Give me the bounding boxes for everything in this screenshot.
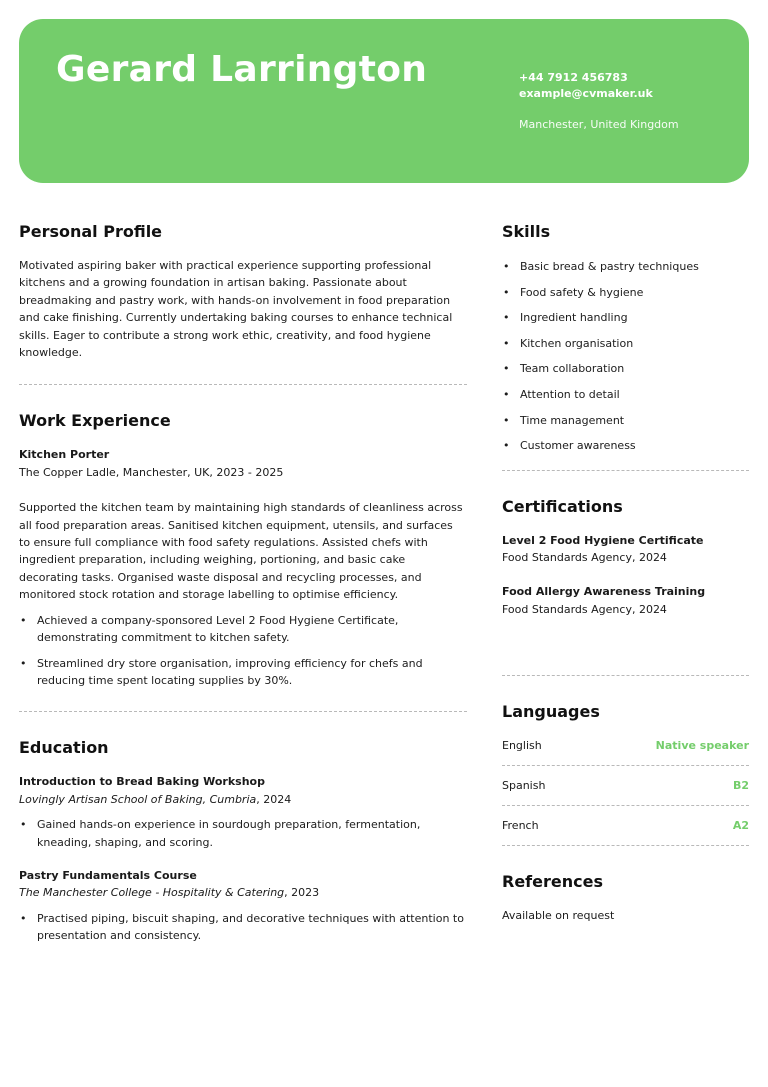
profile-heading: Personal Profile [19, 222, 163, 241]
references-heading: References [502, 872, 603, 892]
candidate-name: Gerard Larrington [56, 49, 428, 90]
course-details [19, 910, 467, 945]
certificate-name: Level 2 Food Hygiene Certificate [502, 533, 704, 547]
skill-item: • Ingredient handling [502, 309, 749, 326]
course-school [19, 884, 467, 901]
course-details [19, 816, 467, 851]
education-heading: Education [19, 738, 109, 758]
skills-list [502, 258, 749, 455]
list-item: • Streamlined dry store organisation, improving efficiency for chefs and reducing time spent locating supplies by 30%. [19, 655, 467, 690]
phone-number: +44 7912 456783 [519, 71, 628, 84]
languages-heading: Languages [502, 702, 600, 722]
course-year: , 2023 [284, 886, 320, 900]
email-address: example@cvmaker.uk [519, 87, 653, 100]
skill-item: • Team collaboration [502, 360, 749, 377]
course-title: Pastry Fundamentals Course [19, 868, 197, 882]
certificate-name: Food Allergy Awareness Training [502, 585, 706, 599]
header-banner [19, 19, 749, 183]
language-row [502, 766, 749, 806]
section-divider [19, 711, 467, 712]
language-row [502, 806, 749, 846]
list-item: • Gained hands-on experience in sourdough preparation, fermentation, kneading, shaping, and scoring. [19, 816, 467, 851]
skills-heading: Skills [502, 222, 551, 241]
skill-item: • Basic bread & pastry techniques [502, 258, 749, 275]
location: Manchester, United Kingdom [519, 118, 679, 131]
skill-item: • Time management [502, 412, 749, 429]
course-title: Introduction to Bread Baking Workshop [19, 775, 265, 789]
job-description: Supported the kitchen team by maintaining high standards of cleanliness across all food preparation areas. Sanitised kitchen equipment, utensils, and surfaces to ensure full compliance with food safety regulations. Assisted chefs with ingredient preparation, including weighing, portioning, and basic cake decorating tasks. Organised waste disposal and recycling processes, and monitored stock rotation and storage labelling to optimise efficiency. [19, 501, 463, 602]
language-level: Native speaker [655, 739, 749, 753]
language-name: Spanish [502, 779, 546, 793]
skill-item: • Kitchen organisation [502, 335, 749, 352]
course-school [19, 791, 467, 808]
section-divider [502, 470, 749, 471]
job-achievements [19, 612, 467, 690]
certificate-issuer: Food Standards Agency, 2024 [502, 602, 667, 616]
section-divider [19, 384, 467, 385]
job-employer: The Copper Ladle, Manchester, UK, 2023 - 2025 [19, 465, 284, 479]
language-level: A2 [732, 819, 749, 833]
language-row [502, 726, 749, 766]
profile-text: Motivated aspiring baker with practical experience supporting professional kitchens and a growing foundation in artisan baking. Passionate about breadmaking and pastry work, with hands-on involvement in food preparation and cake finishing. Currently undertaking baking courses to enhance technical skills. Eager to contribute a strong work ethic, creativity, and food hygiene knowledge. [19, 259, 453, 360]
contact-block [519, 70, 679, 133]
references-text: Available on request [502, 909, 615, 923]
languages-list [502, 726, 749, 846]
list-item: • Achieved a company-sponsored Level 2 Food Hygiene Certificate, demonstrating commitment to kitchen safety. [19, 612, 467, 647]
certifications-heading: Certifications [502, 496, 623, 516]
school-name: Lovingly Artisan School of Baking, Cumbria [19, 792, 257, 806]
left-column [19, 222, 467, 945]
experience-heading: Work Experience [19, 411, 171, 431]
right-column [502, 222, 749, 925]
list-item: • Practised piping, biscuit shaping, and decorative techniques with attention to presentation and consistency. [19, 910, 467, 945]
section-divider [502, 675, 749, 676]
school-name: The Manchester College - Hospitality & Catering [19, 886, 285, 900]
skill-item: • Attention to detail [502, 386, 749, 403]
language-name: French [502, 819, 539, 833]
course-year: , 2024 [256, 792, 292, 806]
language-name: English [502, 739, 542, 753]
job-title: Kitchen Porter [19, 448, 110, 462]
language-level: B2 [732, 779, 749, 793]
certificate-issuer: Food Standards Agency, 2024 [502, 550, 667, 564]
skill-item: • Customer awareness [502, 437, 749, 454]
skill-item: • Food safety & hygiene [502, 284, 749, 301]
